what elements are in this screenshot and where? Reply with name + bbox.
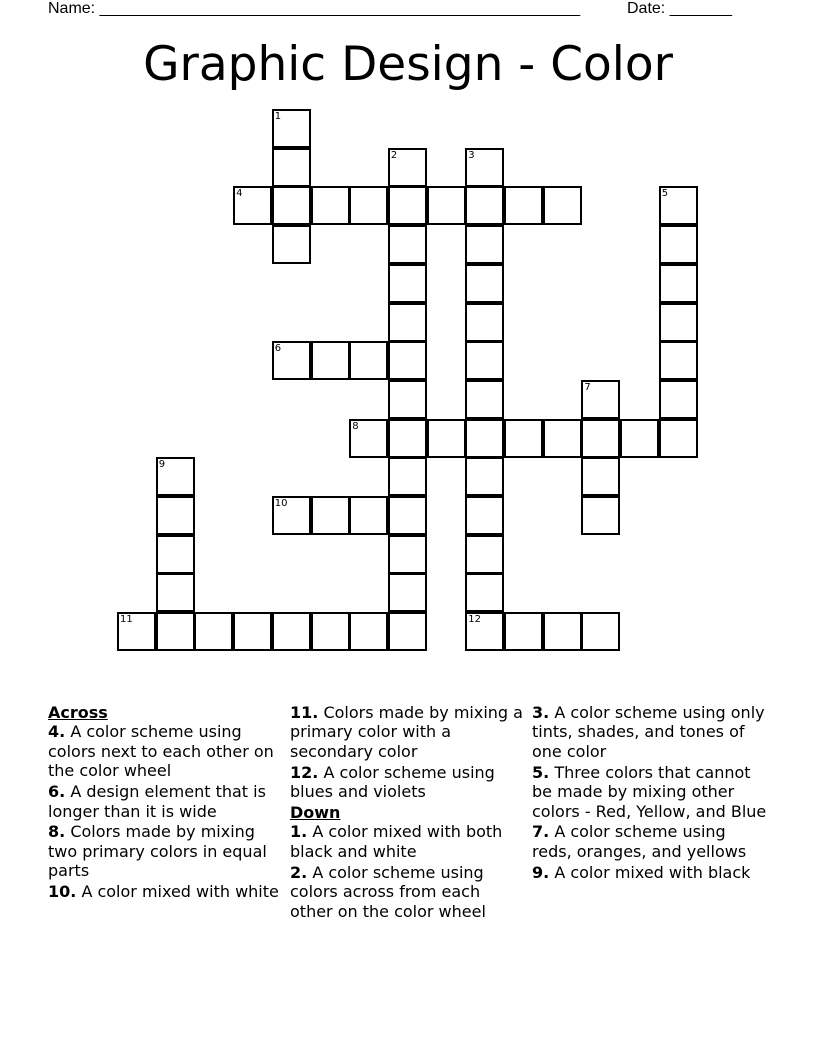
crossword-cell[interactable] [349, 496, 388, 535]
crossword-cell[interactable] [465, 225, 504, 264]
crossword-cell[interactable] [388, 496, 427, 535]
clue-text: A color scheme using only tints, shades, and tones of one color [532, 703, 765, 761]
crossword-cell[interactable] [504, 186, 543, 225]
clue-number: 9. [532, 862, 550, 882]
clue-text: A color scheme using colors across from each other on the color wheel [290, 862, 486, 921]
crossword-cell[interactable] [388, 225, 427, 264]
clue-text: A design element that is longer than it is wide [48, 782, 266, 821]
down-heading: Down [290, 803, 341, 823]
crossword-cell[interactable] [388, 612, 427, 651]
crossword-cell[interactable] [543, 186, 582, 225]
crossword-cell[interactable] [388, 148, 427, 187]
across-heading: Across [48, 703, 108, 722]
clue-number-label: 5 [661, 188, 669, 200]
clue-number-label: 10 [274, 498, 288, 509]
crossword-cell[interactable] [465, 341, 504, 380]
crossword-cell[interactable] [504, 612, 543, 651]
crossword-cell[interactable] [388, 303, 427, 342]
crossword-cell[interactable] [465, 535, 504, 574]
clue-across-12 [290, 763, 526, 802]
crossword-cell[interactable] [233, 612, 272, 651]
clue-across-6 [48, 782, 284, 821]
crossword-cell[interactable] [349, 341, 388, 380]
clue-text: A color mixed with both black and white [290, 822, 503, 861]
clue-down-2 [290, 863, 526, 921]
clue-text: Colors made by mixing a primary color with a secondary color [290, 703, 523, 761]
clue-number-label: 4 [236, 188, 243, 200]
clue-number-label: 3 [468, 149, 475, 161]
clue-text: Colors made by mixing two primary colors in equal parts [48, 822, 267, 881]
crossword-cell[interactable] [272, 186, 311, 225]
crossword-cell[interactable] [465, 496, 504, 535]
crossword-cell[interactable] [581, 380, 620, 419]
crossword-cell[interactable] [272, 341, 311, 380]
crossword-cell[interactable] [465, 148, 504, 187]
name-field-label: Name: ______________________________________________________ [48, 0, 581, 17]
crossword-cell[interactable] [465, 457, 504, 496]
crossword-cell[interactable] [465, 419, 504, 458]
crossword-cell[interactable] [156, 535, 195, 574]
clue-across-4 [48, 722, 284, 780]
crossword-cell[interactable] [233, 186, 272, 225]
crossword-cell[interactable] [581, 457, 620, 496]
clue-number: 3. [532, 703, 550, 722]
crossword-cell[interactable] [659, 186, 698, 225]
clue-number: 8. [48, 822, 66, 842]
clue-text: A color scheme using blues and violets [290, 762, 495, 802]
crossword-cell[interactable] [388, 457, 427, 496]
crossword-cell[interactable] [349, 419, 388, 458]
crossword-cell[interactable] [272, 612, 311, 651]
crossword-cell[interactable] [543, 419, 582, 458]
clue-number-label: 1 [274, 111, 282, 122]
crossword-cell[interactable] [194, 612, 233, 651]
date-field-label: Date: _______ [627, 0, 732, 17]
crossword-cell[interactable] [465, 303, 504, 342]
clue-column-1 [48, 703, 284, 903]
crossword-cell[interactable] [388, 380, 427, 419]
crossword-cell[interactable] [272, 225, 311, 264]
crossword-cell[interactable] [272, 109, 311, 148]
clue-text: Three colors that cannot be made by mixing other colors - Red, Yellow, and Blue [532, 762, 767, 821]
crossword-cell[interactable] [311, 612, 350, 651]
crossword-cell[interactable] [388, 535, 427, 574]
crossword-cell[interactable] [465, 380, 504, 419]
crossword-cell[interactable] [388, 419, 427, 458]
clue-down-1 [290, 822, 526, 861]
clue-text: A color scheme using reds, oranges, and yellows [532, 822, 747, 861]
crossword-cell[interactable] [156, 457, 195, 496]
clue-number: 6. [48, 782, 66, 802]
clue-across-8 [48, 822, 284, 880]
clue-number: 12. [290, 762, 319, 782]
clue-number-label: 12 [468, 614, 482, 626]
clue-number-label: 2 [390, 149, 398, 161]
crossword-cell[interactable] [156, 496, 195, 535]
crossword-cell[interactable] [272, 496, 311, 535]
clue-number: 11. [290, 703, 319, 722]
clue-down-9 [532, 863, 768, 882]
page-title: Graphic Design - Color [143, 37, 673, 92]
crossword-cell[interactable] [581, 496, 620, 535]
clue-text: A color mixed with black [554, 862, 751, 882]
crossword-cell[interactable] [349, 612, 388, 651]
crossword-cell[interactable] [581, 419, 620, 458]
crossword-cell[interactable] [504, 419, 543, 458]
clue-down-5 [532, 763, 768, 821]
clue-number-label: 7 [584, 381, 591, 393]
clue-number-label: 8 [352, 420, 359, 432]
crossword-cell[interactable] [156, 573, 195, 612]
crossword-cell[interactable] [311, 186, 350, 225]
clue-column-2 [290, 703, 526, 922]
crossword-cell[interactable] [659, 303, 698, 342]
clue-number: 1. [290, 822, 308, 842]
clue-number-label: 11 [120, 614, 133, 626]
clue-text: A color mixed with white [81, 882, 279, 902]
crossword-cell[interactable] [465, 573, 504, 612]
clue-number-label: 9 [158, 459, 166, 471]
crossword-cell[interactable] [659, 380, 698, 419]
clue-down-3 [532, 703, 768, 761]
crossword-cell[interactable] [427, 419, 466, 458]
crossword-cell[interactable] [581, 612, 620, 651]
clue-down-7 [532, 822, 768, 861]
crossword-cell[interactable] [388, 573, 427, 612]
crossword-cell[interactable] [311, 496, 350, 535]
crossword-cell[interactable] [388, 264, 427, 303]
clue-number: 10. [48, 882, 77, 902]
crossword-cell[interactable] [272, 148, 311, 187]
crossword-cell[interactable] [117, 612, 156, 651]
crossword-cell[interactable] [659, 264, 698, 303]
clue-number: 7. [532, 822, 550, 842]
crossword-cell[interactable] [659, 225, 698, 264]
clue-text: A color scheme using colors next to each other on the color wheel [48, 722, 274, 781]
clue-number-label: 6 [274, 343, 282, 355]
crossword-cell[interactable] [388, 186, 427, 225]
clue-number: 2. [290, 862, 308, 882]
clue-across-10 [48, 882, 284, 901]
crossword-cell[interactable] [659, 419, 698, 458]
clue-number: 5. [532, 762, 550, 782]
crossword-cell[interactable] [543, 612, 582, 651]
crossword-cell[interactable] [388, 341, 427, 380]
clue-column-3 [532, 703, 768, 884]
crossword-cell[interactable] [659, 341, 698, 380]
crossword-cell[interactable] [349, 186, 388, 225]
crossword-cell[interactable] [465, 186, 504, 225]
crossword-cell[interactable] [465, 264, 504, 303]
crossword-cell[interactable] [156, 612, 195, 651]
clue-across-11 [290, 703, 526, 761]
crossword-cell[interactable] [465, 612, 504, 651]
crossword-cell[interactable] [311, 341, 350, 380]
crossword-cell[interactable] [620, 419, 659, 458]
clue-number: 4. [48, 722, 66, 742]
crossword-cell[interactable] [427, 186, 466, 225]
